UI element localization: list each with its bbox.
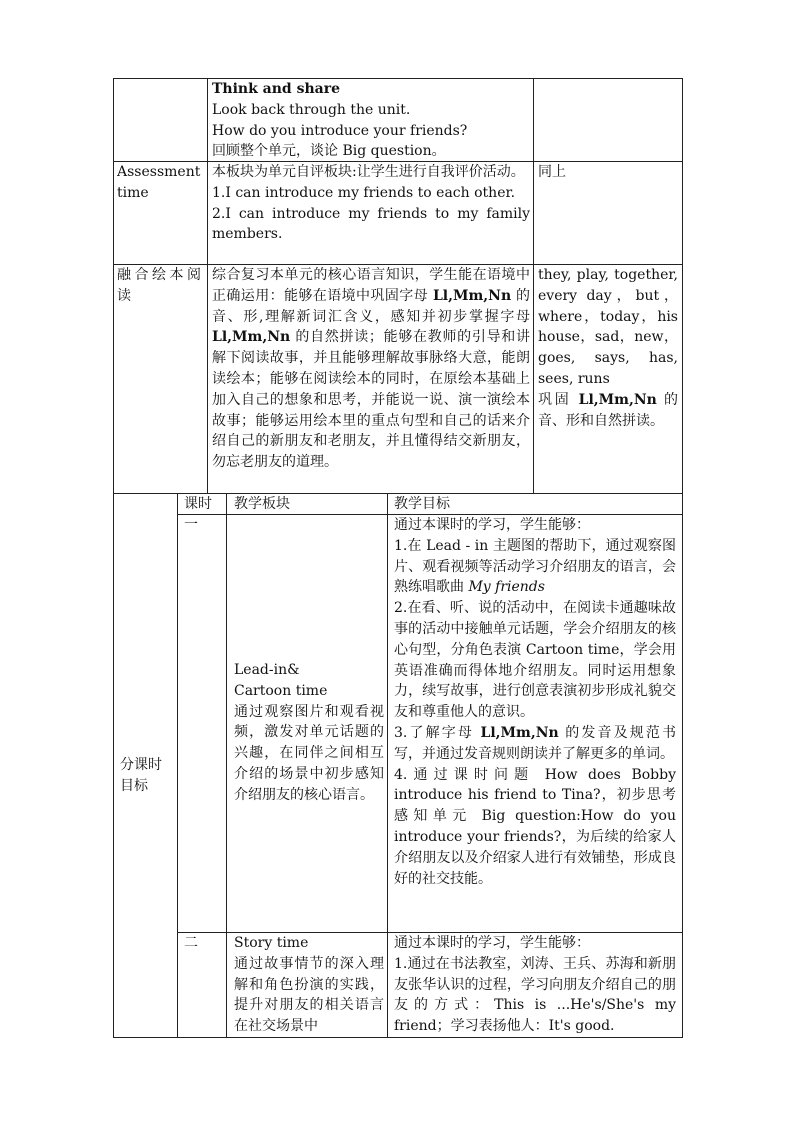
lesson-2-goal-1: 1.通过在书法教室，刘涛、王兵、苏海和新朋友张华认识的过程，学习向朋友介绍自己的朋友的方式：This is ...He's/She's my friend；学习表扬他人：It's good.: [394, 955, 676, 1035]
picture-book-description: [212, 265, 530, 473]
lesson-1-goal-1-song: My friends: [468, 579, 545, 596]
pb-desc-letters-2: Ll,Mm,Nn: [212, 329, 291, 346]
col-divider-notes: [533, 78, 534, 494]
table-border-bottom: [113, 1037, 682, 1038]
lesson-1-section-desc: 通过观察图片和观看视频，激发对单元话题的兴趣，在同伴之间相互介绍的场景中初步感知介绍朋友的核心语言。: [234, 703, 384, 803]
lesson-1-goal-3-part-1: 3.了解字母: [394, 724, 481, 741]
assessment-label: Assessment time: [117, 164, 201, 201]
lesson-1-goal-intro: 通过本课时的学习，学生能够：: [394, 517, 590, 533]
table-border-left: [113, 78, 114, 1038]
think-share-title: Think and share: [212, 81, 340, 97]
col-divider-goal: [387, 493, 388, 1038]
pb-desc-part-3: 的自然拼读；能够在教师的引导和讲解下阅读故事，并且能够理解故事脉络大意，能朗读绘本；能够在阅读绘本的同时，在原绘本基础上加入自己的想象和思考，并能说一说、演一演绘本故事；能够运用绘本里的重点句型和自己的话来介绍自己的新朋友和老朋友，并且懂得结交新朋友，勿忘老朋友的道理。: [212, 329, 530, 471]
lesson-1-section-title-2: Cartoon time: [234, 682, 328, 699]
lesson-2-section: [234, 933, 384, 1037]
assessment-note: 同上: [538, 164, 566, 180]
col-divider-subtable-label: [177, 493, 178, 1038]
header-section: 教学板块: [234, 496, 290, 512]
lesson-1-goals: [394, 515, 676, 889]
lesson-2-goal-intro: 通过本课时的学习，学生能够：: [394, 935, 590, 951]
lesson-2-section-desc: 通过故事情节的深入理解和角色扮演的实践，提升对朋友的相关语言在社交场景中: [234, 955, 384, 1035]
picture-book-label: 融合绘本阅读: [117, 267, 203, 304]
lesson-1-number: 一: [184, 517, 198, 533]
lesson-1-goal-4: 4.通过课时问题 How does Bobby introduce his friend to Tina?，初步思考感知单元 Big question:How do you introduce your friends?，为后续的给家人介绍朋友以及介绍家人进行有效铺垫，形成良好的社交技能。: [394, 766, 676, 887]
think-share-cell: [212, 79, 530, 162]
pb-desc-part-2: 的音、形,理解新词汇含义，感知并初步掌握字母: [212, 287, 530, 325]
picture-book-notes: [538, 265, 678, 431]
lesson-1-goal-3-part-2: 的发音及规范书写，并通过发音规则朗读并了解更多的单词。: [394, 724, 676, 762]
lesson-2-number: 二: [184, 935, 198, 951]
lesson-1-goal-3-letters: Ll,Mm,Nn: [480, 724, 559, 741]
assessment-line-3: 2.I can introduce my friends to my family members.: [212, 205, 530, 243]
header-goal: 教学目标: [394, 496, 450, 512]
assessment-content: [212, 162, 530, 245]
lesson-2-goals: [394, 933, 676, 1037]
pb-phonics-part-2: 的音、形和自然拼读。: [538, 391, 678, 429]
lesson-2-section-title: Story time: [234, 935, 309, 951]
think-share-line-1: Look back through the unit.: [212, 101, 411, 118]
header-lesson: 课时: [184, 496, 212, 512]
think-share-line-3: 回顾整个单元，谈论 Big question。: [212, 143, 446, 160]
assessment-line-2: 1.I can introduce my friends to each other.: [212, 184, 516, 201]
pb-phonics-letters: Ll,Mm,Nn: [578, 391, 657, 408]
pb-desc-letters-1: Ll,Mm,Nn: [432, 287, 512, 304]
pb-phonics-part-1: 巩固: [538, 391, 579, 408]
pb-desc-part-1: 综合复习本单元的核心语言知识，学生能在语境中正确运用：能够在语境中巩固字母: [212, 267, 530, 304]
lesson-1-goal-2: 2.在看、听、说的活动中，在阅读卡通趣味故事的活动中接触单元话题，学会介绍朋友的核心句型，分角色表演 Cartoon time，学会用英语准确而得体地介绍朋友。同时运用想象力，续写故事，进行创意表演初步形成礼貌交友和尊重他人的意识。: [394, 600, 676, 721]
col-divider-label: [207, 78, 208, 494]
lesson-1-section: [234, 660, 384, 806]
table-border-right: [682, 78, 683, 1038]
lesson-1-goal-1: 1.在 Lead - in 主题图的帮助下，通过观察图片、观看视频等活动学习介绍朋友的语言，会熟练唱歌曲: [394, 537, 676, 596]
think-share-line-2: How do you introduce your friends?: [212, 122, 468, 139]
col-divider-lesson: [226, 493, 227, 1038]
lesson-goals-label: 分课时目标: [120, 757, 162, 794]
lesson-1-section-title-1: Lead-in&: [234, 662, 300, 678]
assessment-line-1: 本板块为单元自评板块:让学生进行自我评价活动。: [212, 164, 525, 180]
pb-words: they, play, together, every day，but，where，today，his house，sad，new，goes, says, has, sees, runs: [538, 267, 678, 387]
